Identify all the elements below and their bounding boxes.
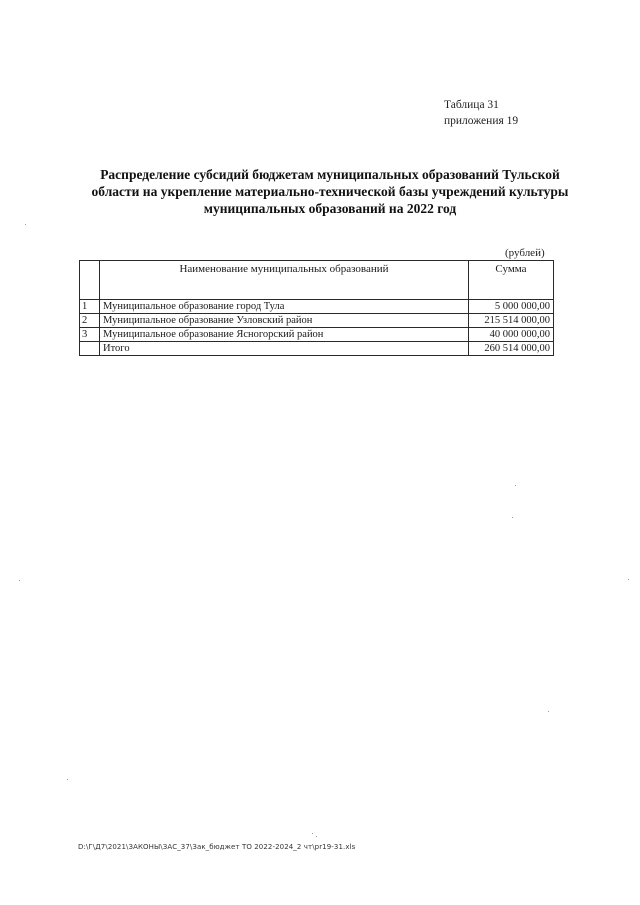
title-line-3: муниципальных образований на 2022 год	[203, 201, 457, 216]
scan-speck	[515, 485, 516, 486]
row-name: Муниципальное образование Узловский район	[100, 314, 469, 328]
scan-speck	[67, 779, 68, 780]
scan-speck	[316, 836, 317, 837]
table-header-row	[80, 261, 554, 300]
units-label: (рублей)	[505, 247, 545, 259]
row-name: Муниципальное образование город Тула	[100, 300, 469, 314]
appendix-label: приложения 19	[444, 115, 519, 127]
table-label: Таблица 31	[444, 99, 499, 111]
subsidy-table	[79, 260, 554, 356]
scan-speck	[548, 711, 549, 712]
file-path-footer: D:\Г\Д7\2021\ЗАКОНЫ\ЗАС_37\Зак_бюджет ТО 2022-2024_2 чт\pr19-31.xls	[78, 843, 356, 851]
title-line-1: Распределение субсидий бюджетам муниципальных образований Тульской	[100, 167, 560, 182]
title-line-2: области на укрепление материально-технической базы учреждений культуры	[91, 184, 569, 199]
table-row	[80, 314, 554, 328]
row-sum: 5 000 000,00	[469, 300, 554, 314]
total-sum: 260 514 000,00	[469, 342, 554, 356]
document-title	[60, 166, 600, 217]
header-name: Наименование муниципальных образований	[100, 261, 469, 300]
total-number	[80, 342, 100, 356]
table-row	[80, 328, 554, 342]
header-sum: Сумма	[469, 261, 554, 300]
table-total-row	[80, 342, 554, 356]
scan-speck	[25, 224, 26, 225]
header-number	[80, 261, 100, 300]
scan-speck	[628, 579, 629, 580]
row-sum: 215 514 000,00	[469, 314, 554, 328]
row-name: Муниципальное образование Ясногорский район	[100, 328, 469, 342]
total-label: Итого	[100, 342, 469, 356]
row-number: 3	[80, 328, 100, 342]
table-row	[80, 300, 554, 314]
scan-speck	[312, 833, 313, 834]
scan-speck	[512, 517, 513, 518]
row-sum: 40 000 000,00	[469, 328, 554, 342]
scan-speck	[19, 580, 20, 581]
row-number: 2	[80, 314, 100, 328]
table-reference	[444, 97, 518, 129]
row-number: 1	[80, 300, 100, 314]
